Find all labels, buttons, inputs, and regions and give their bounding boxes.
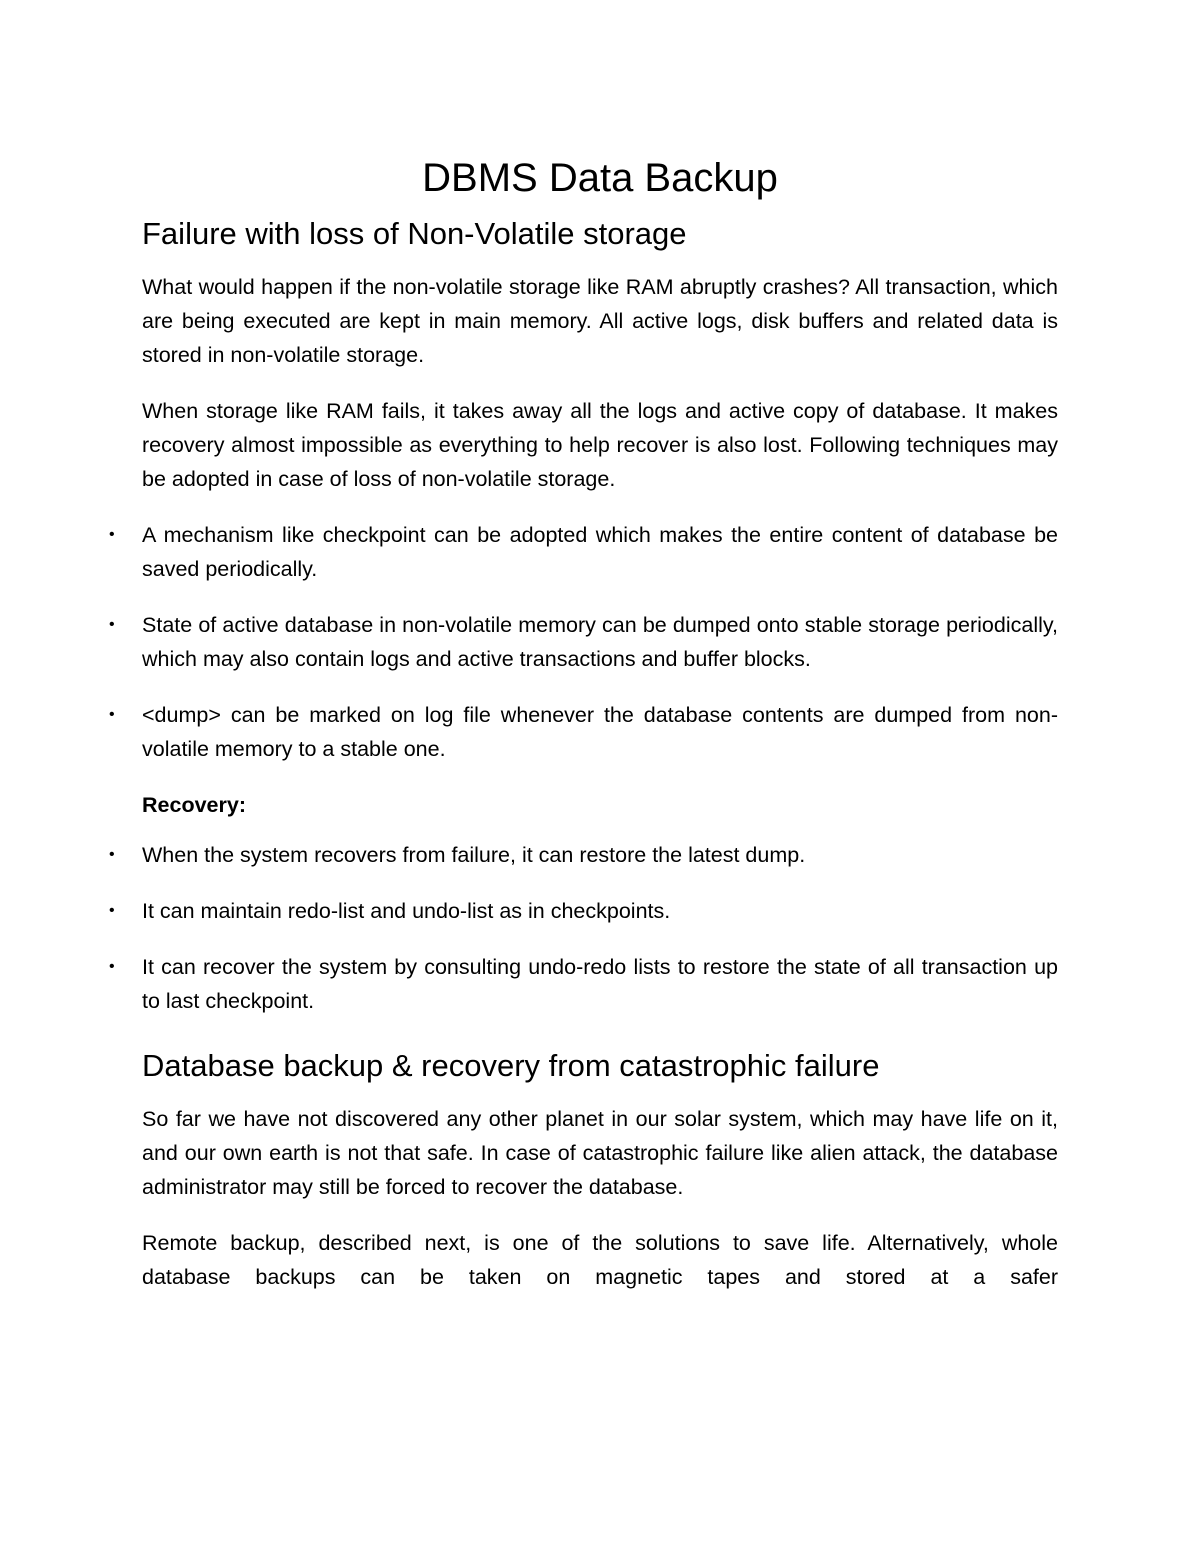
list-item [109, 950, 1058, 1018]
document-content [109, 150, 1058, 1316]
paragraph: Remote backup, described next, is one of the solutions to save life. Alternatively, whole database backups can be taken on magnetic tapes and stored at a safer [142, 1231, 1058, 1289]
recovery-label: Recovery: [142, 793, 246, 817]
list-item [109, 894, 1058, 928]
list-item [109, 608, 1058, 676]
list-item-text: It can recover the system by consulting undo-redo lists to restore the state of all transaction up to last checkpoint. [142, 955, 1058, 1013]
list-item [109, 698, 1058, 766]
bullet-icon: • [109, 526, 115, 543]
section-heading-nonvolatile: Failure with loss of Non-Volatile storage [142, 216, 687, 251]
bullet-icon: • [109, 706, 115, 723]
bullet-icon: • [109, 846, 115, 863]
list-item-text: <dump> can be marked on log file whenever the database contents are dumped from non-volatile memory to a stable one. [142, 703, 1058, 761]
recovery-list [109, 838, 1058, 1018]
bullet-icon: • [109, 616, 115, 633]
paragraph: So far we have not discovered any other planet in our solar system, which may have life on it, and our own earth is not that safe. In case of catastrophic failure like alien attack, the database administrator may still be forced to recover the database. [142, 1107, 1058, 1199]
bullet-icon: • [109, 958, 115, 975]
document-title: DBMS Data Backup [422, 156, 778, 200]
list-item-text: It can maintain redo-list and undo-list as in checkpoints. [142, 899, 671, 923]
list-item-text: State of active database in non-volatile memory can be dumped onto stable storage periodically, which may also contain logs and active transactions and buffer blocks. [142, 613, 1058, 671]
technique-list [109, 518, 1058, 766]
paragraph: What would happen if the non-volatile storage like RAM abruptly crashes? All transaction, which are being executed are kept in main memory. All active logs, disk buffers and related data is stored in non-volatile storage. [142, 275, 1058, 367]
list-item-text: When the system recovers from failure, it can restore the latest dump. [142, 843, 806, 867]
paragraph: When storage like RAM fails, it takes away all the logs and active copy of database. It makes recovery almost impossible as everything to help recover is also lost. Following techniques may be adopted in case of loss of non-volatile storage. [142, 399, 1058, 491]
list-item [109, 518, 1058, 586]
section-heading-catastrophic: Database backup & recovery from catastrophic failure [142, 1048, 880, 1083]
list-item-text: A mechanism like checkpoint can be adopted which makes the entire content of database be saved periodically. [142, 523, 1058, 581]
bullet-icon: • [109, 902, 115, 919]
list-item [109, 838, 1058, 872]
